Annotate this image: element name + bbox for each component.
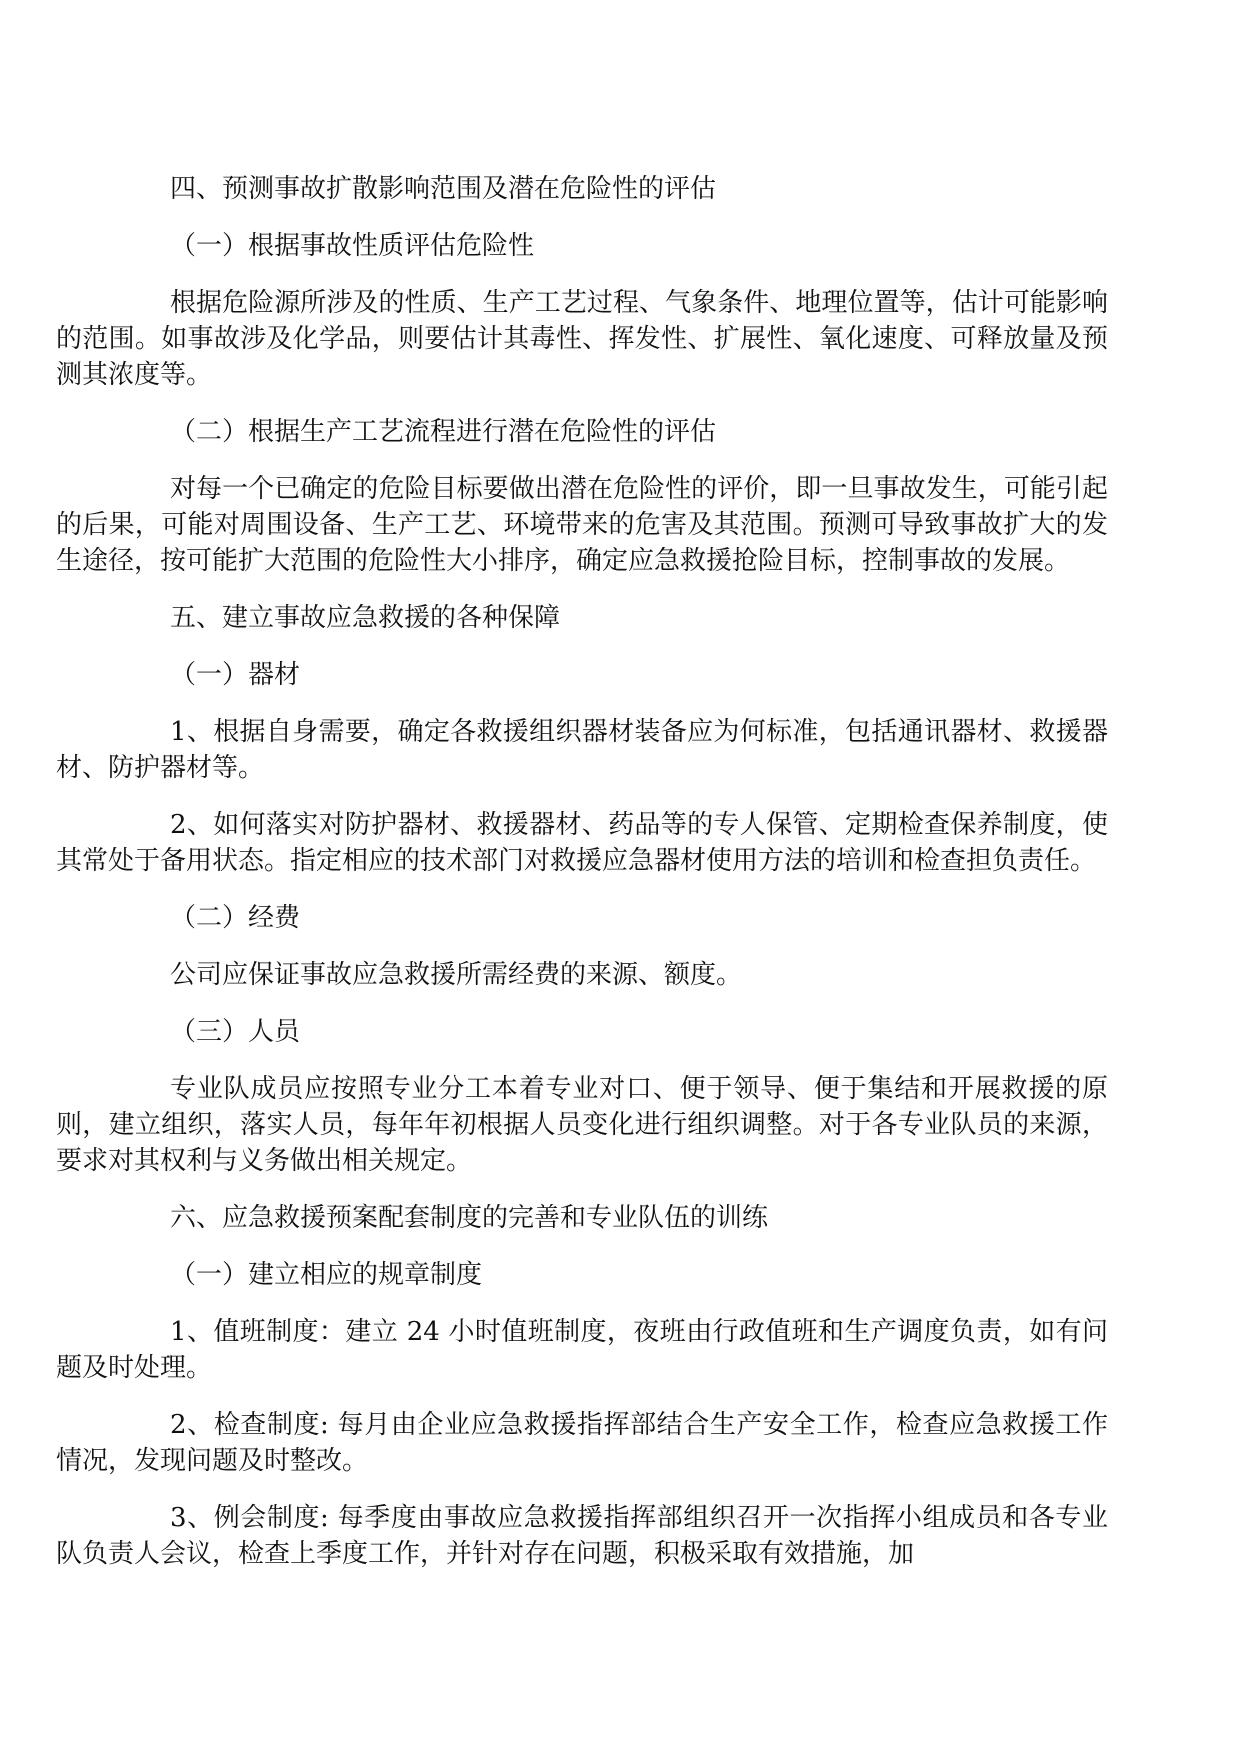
paragraph: 1、值班制度：建立 24 小时值班制度，夜班由行政值班和生产调度负责，如有问题及时处理。 xyxy=(56,1317,1109,1383)
paragraph: 1、根据自身需要，确定各救援组织器材装备应为何标准，包括通讯器材、救援器材、防护器材等。 xyxy=(56,717,1108,783)
paragraph: 3、例会制度: 每季度由事故应急救援指挥部组织召开一次指挥小组成员和各专业队负责人会议，检查上季度工作，并针对存在问题，积极采取有效措施，加 xyxy=(56,1503,1108,1569)
section-heading-6: 六、应急救援预案配套制度的完善和专业队伍的训练 xyxy=(170,1203,769,1233)
document-body xyxy=(56,171,1108,1593)
subsection-heading: （二）根据生产工艺流程进行潜在危险性的评估 xyxy=(170,417,717,447)
subsection-heading: （二）经费 xyxy=(170,903,301,933)
paragraph: 公司应保证事故应急救援所需经费的来源、额度。 xyxy=(170,960,743,990)
paragraph: 2、检查制度: 每月由企业应急救援指挥部结合生产安全工作，检查应急救援工作情况，发现问题及时整改。 xyxy=(56,1410,1108,1476)
paragraph: 2、如何落实对防护器材、救援器材、药品等的专人保管、定期检查保养制度，使其常处于备用状态。指定相应的技术部门对救援应急器材使用方法的培训和检查担负责任。 xyxy=(56,810,1108,876)
paragraph: 对每一个已确定的危险目标要做出潜在危险性的评价，即一旦事故发生，可能引起的后果，可能对周围设备、生产工艺、环境带来的危害及其范围。预测可导致事故扩大的发生途径，按可能扩大范围的危险性大小排序，确定应急救援抢险目标，控制事故的发展。 xyxy=(56,474,1108,576)
section-heading-5: 五、建立事故应急救援的各种保障 xyxy=(170,603,561,633)
subsection-heading: （一）器材 xyxy=(170,660,301,690)
subsection-heading: （三）人员 xyxy=(170,1017,301,1047)
paragraph: 根据危险源所涉及的性质、生产工艺过程、气象条件、地理位置等，估计可能影响的范围。如事故涉及化学品，则要估计其毒性、挥发性、扩展性、氧化速度、可释放量及预测其浓度等。 xyxy=(56,288,1108,390)
subsection-heading: （一）根据事故性质评估危险性 xyxy=(170,231,535,261)
subsection-heading: （一）建立相应的规章制度 xyxy=(170,1260,483,1290)
section-heading-4: 四、预测事故扩散影响范围及潜在危险性的评估 xyxy=(170,174,717,204)
paragraph: 专业队成员应按照专业分工本着专业对口、便于领导、便于集结和开展救援的原则，建立组织，落实人员，每年年初根据人员变化进行组织调整。对于各专业队员的来源，要求对其权利与义务做出相关规定。 xyxy=(56,1074,1108,1176)
